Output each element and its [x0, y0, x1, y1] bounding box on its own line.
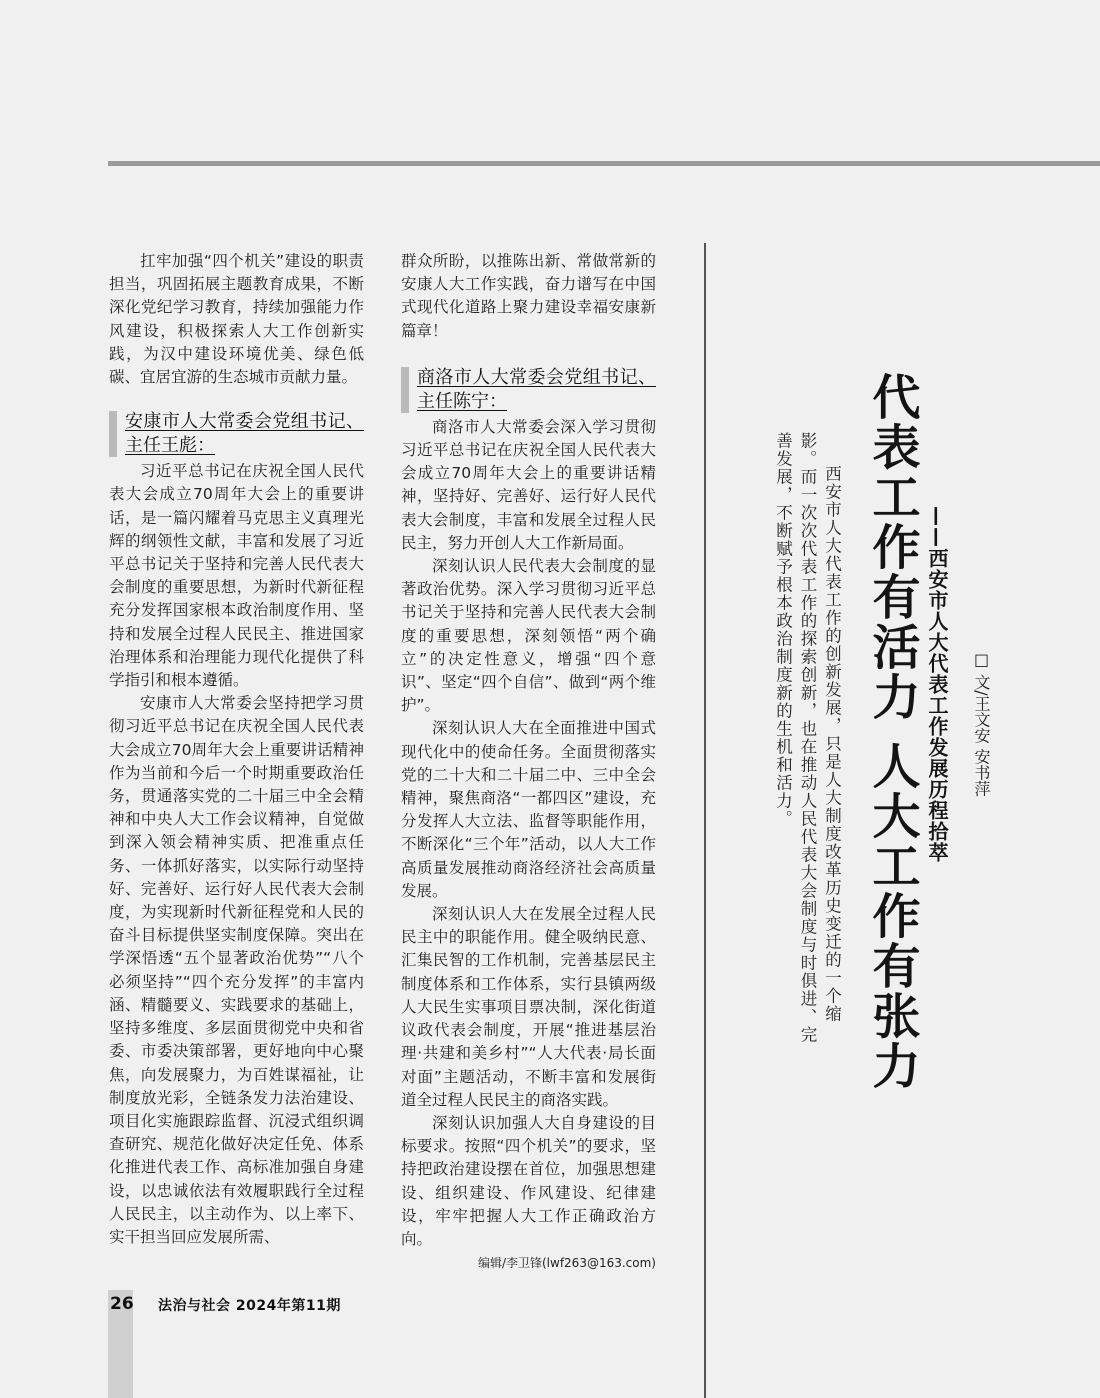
text-column-middle — [401, 250, 656, 1271]
paragraph: 深刻认识人大在发展全过程人民民主中的职能作用。健全吸纳民意、汇集民智的工作机制，完善基层民主制度体系和工作体系，实行县镇两级人大民生实事项目票决制，深化街道议政代表会制度，开展“推进基层治理·共建和美乡村”“人大代表·局长面对面”主题活动，不断丰富和发展街道全过程人民民主的商洛实践。 — [401, 905, 656, 1109]
paragraph: 商洛市人大常委会深入学习贯彻习近平总书记在庆祝全国人民代表大会成立70周年大会上的重要讲话精神，坚持好、完善好、运行好人民代表大会制度，丰富和发展全过程人民民主，努力开创人大工作新局面。 — [401, 417, 656, 552]
editor-credit: 编辑/李卫锋(lwf263@163.com) — [477, 1256, 656, 1271]
paragraph: 习近平总书记在庆祝全国人民代表大会成立70周年大会上的重要讲话，是一篇闪耀着马克思主义真理光辉的纲领性文献，丰富和发展了习近平总书记关于坚持和完善人民代表大会制度的重要思想，为新时代新征程充分发挥国家根本政治制度作用、坚持和发展全过程人民民主、推进国家治理体系和治理能力现代化提供了科学指引和根本遵循。 — [109, 462, 364, 690]
section-heading-text: 商洛市人大常委会党组书记、主任陈宁： — [417, 366, 656, 412]
page-number: 26 — [110, 1294, 134, 1314]
top-rule — [108, 161, 1100, 166]
paragraph: 群众所盼，以推陈出新、常做常新的安康人大工作实践，奋力谱写在中国式现代化道路上聚力建设幸福安康新篇章！ — [401, 252, 656, 340]
section-heading-ankang — [109, 410, 364, 458]
heading-bar — [401, 367, 409, 413]
paragraph: 深刻认识人大在全面推进中国式现代化中的使命任务。全面贯彻落实党的二十大和二十届二中、三中全会精神，聚焦商洛“一都四区”建设，充分发挥人大立法、监督等职能作用，不断深化“三个年”活动，以人大工作高质量发展推动商洛经济社会高质量发展。 — [401, 719, 656, 900]
paragraph: 扛牢加强“四个机关”建设的职责担当，巩固拓展主题教育成果，不断深化党纪学习教育，持续加强能力作风建设，积极探索人大工作创新实践，为汉中建设环境优美、绿色低碳、宜居宜游的生态城市贡献力量。 — [109, 252, 364, 387]
section-heading-text: 安康市人大常委会党组书记、主任王彪： — [125, 411, 364, 457]
text-column-left — [109, 250, 364, 1249]
journal-name: 法治与社会 2024年第11期 — [158, 1298, 341, 1314]
article-subtitle: ——西安市人大代表工作发展历程拾萃 — [925, 506, 949, 863]
paragraph: 安康市人大常委会坚持把学习贯彻习近平总书记在庆祝全国人民代表大会成立70周年大会上重要讲话精神作为当前和今后一个时期重要政治任务，贯通落实党的二十届三中全会精神和中央人大工作会议精神，自觉做到深入领会精神实质、把准重点任务、一体抓好落实，以实际行动坚持好、完善好、运行好人民代表大会制度，为实现新时代新征程党和人民的奋斗目标提供坚实制度保障。突出在学深悟透“五个显著政治优势”“八个必须坚持”“四个充分发挥”的丰富内涵、精髓要义、实践要求的基础上，坚持多维度、多层面贯彻党中央和省委、市委决策部署，更好地向中心聚焦，向发展聚力，为百姓谋福祉，让制度放光彩，全链条发力法治建设、项目化实施跟踪监督、沉浸式组织调查研究、规范化做好决定任免、体系化推进代表工作、高标准加强自身建设，以忠诚依法有效履职践行全过程人民民主，以主动作为、以上率下、实干担当回应发展所需、 — [109, 694, 364, 1246]
lead-paragraph: 西安市人大代表工作的创新发展，只是人大制度改革历史变迁的一个缩影。而一次次代表工作的探索创新，也在推动人民代表大会制度与时俱进、完善发展，不断赋予根本政治制度新的生机和活力。 — [773, 432, 842, 1044]
column-divider — [704, 243, 706, 1398]
paragraph: 深刻认识加强人大自身建设的目标要求。按照“四个机关”的要求，坚持把政治建设摆在首位，加强思想建设、组织建设、作风建设、纪律建设，牢牢把握人大工作正确政治方向。 — [401, 1113, 656, 1248]
article-author: □ 文/王文安 安书萍 — [972, 650, 991, 797]
paragraph: 深刻认识人民代表大会制度的显著政治优势。深入学习贯彻习近平总书记关于坚持和完善人民代表大会制度的重要思想，深刻领悟“两个确立”的决定性意义，增强“四个意识”、坚定“四个自信”、做到“两个维护”。 — [401, 557, 656, 715]
article-title: 代表工作有活力 人大工作有张力 — [864, 372, 920, 1091]
section-heading-shangluo — [401, 366, 656, 414]
heading-bar — [109, 411, 117, 457]
article-lead — [770, 432, 844, 1052]
